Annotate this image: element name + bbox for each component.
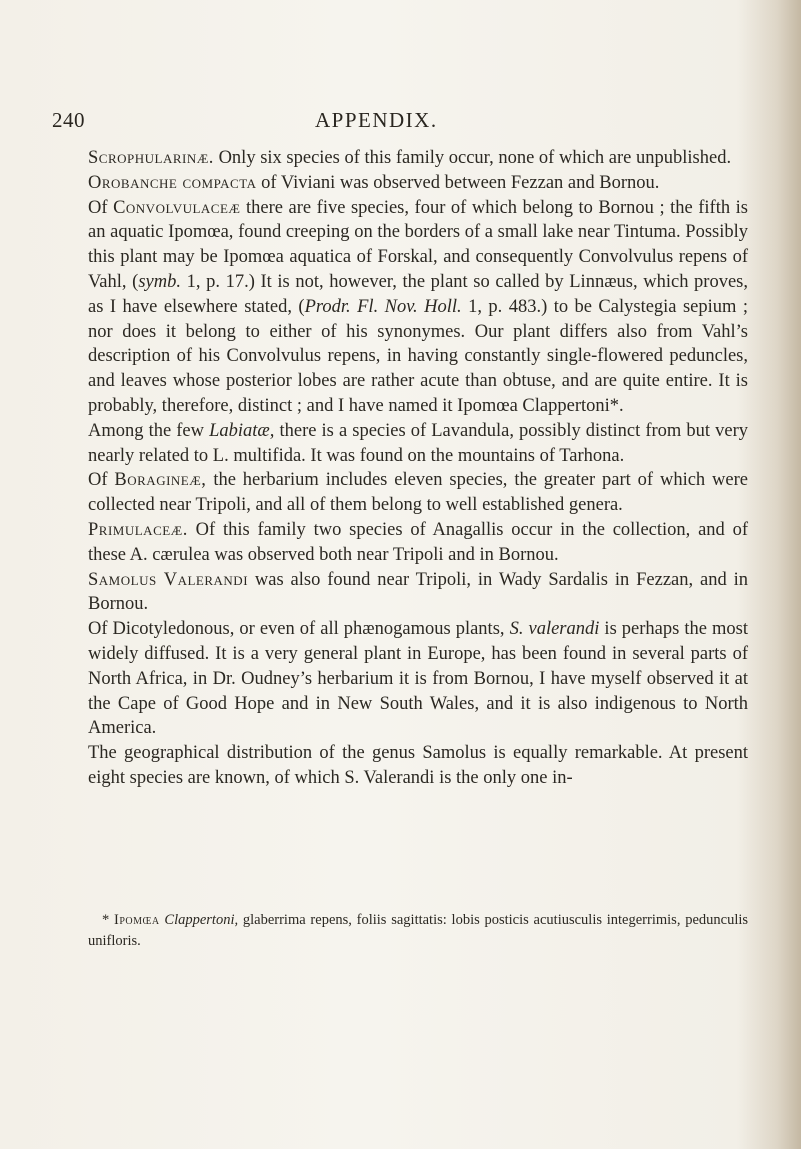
family-name: Scrophularinæ. — [88, 148, 214, 168]
species-name: Orobanche compacta — [88, 172, 257, 193]
paragraph-text: there is a species of Lavandula, possibly distinct from but very nearly related to L. multifida. It was found on the mountains of Tarhona. — [88, 420, 748, 466]
paragraph-text: there are five species, four of which belong to Bornou ; the fifth is an aquatic Ipomœa, found creeping on the borders of a small lake near Tintuma. Possibly this plant may be Ipomœa aquatica of Forskal, and consequently Convolvulus repens of Vahl, ( — [88, 197, 748, 292]
paragraph-samolus — [88, 568, 748, 618]
family-name: Convolvulaceæ — [113, 197, 241, 218]
body-text — [88, 146, 748, 791]
paragraph-text: Of — [88, 470, 115, 491]
citation: symb. — [138, 271, 181, 292]
family-name: Boragineæ, — [114, 470, 207, 491]
running-head: APPENDIX. — [315, 108, 438, 132]
paragraph-text: Of — [88, 197, 114, 218]
footnote — [88, 910, 748, 952]
paragraph-dicotyledonous — [88, 617, 748, 741]
family-name: Primulaceæ. — [88, 519, 188, 540]
page-header — [0, 108, 801, 138]
paragraph-text: Among the few — [88, 420, 210, 441]
paragraph-text: Of this family two species of Anagallis occur in the collection, and of these A. cærulea was observed both near Tripoli and in Bornou. — [88, 519, 748, 565]
paragraph-boragineae — [88, 468, 748, 518]
paragraph-geographical — [88, 741, 748, 791]
citation: Prodr. Fl. Nov. Holl. — [304, 296, 462, 317]
paragraph-text: of Viviani was observed between Fezzan and Bornou. — [256, 172, 660, 193]
page-number: 240 — [52, 108, 85, 132]
paragraph-text: Only six species of this family occur, none of which are unpublished. — [213, 148, 732, 168]
family-name: Labiatæ, — [209, 420, 275, 441]
footnote-text: glaberrima repens, foliis sagittatis: lobis posticis acutiusculis integerrimis, pedunculis unifloris. — [88, 912, 749, 949]
species-name: S. valerandi — [509, 619, 600, 640]
footnote-species: Clappertoni, — [164, 912, 239, 928]
paragraph-orobanche — [88, 171, 748, 196]
species-name: Samolus Valerandi — [88, 569, 249, 590]
paragraph-text: was also found near Tripoli, in Wady Sardalis in Fezzan, and in Bornou. — [88, 569, 748, 615]
paragraph-text: is perhaps the most widely diffused. It is a very general plant in Europe, has been found in several parts of North Africa, in Dr. Oudney’s herbarium it is from Bornou, I have myself observed it at the Cape of Good Hope and in New South Wales, and it is also indigenous to North America. — [88, 619, 749, 739]
footnote-marker: * — [102, 912, 110, 928]
paragraph-labiatae — [88, 419, 748, 469]
paragraph-text: The geographical distribution of the genus Samolus is equally remarkable. At present eight species are known, of which S. Valerandi is the only one in- — [88, 743, 748, 788]
paragraph-text: the herbarium includes eleven species, the greater part of which were collected near Tripoli, and all of them belong to well established genera. — [88, 470, 748, 516]
paragraph-scrophularinae — [88, 146, 748, 171]
footnote-genus: Ipomœa — [114, 912, 160, 928]
paragraph-text: 1, p. 483.) to be Calystegia sepium ; nor does it belong to either of his synonymes. Our plant differs also from Vahl’s description of his Convolvulus repens, in having constantly single-flowered peduncles, and leaves whose posterior lobes are rather acute than obtuse, and are quite entire. It is probably, therefore, distinct ; and I have named it Ipomœa Clappertoni*. — [88, 296, 748, 416]
paragraph-text: 1, p. 17.) It is not, however, the plant so called by Linnæus, which proves, as I have elsewhere stated, ( — [88, 271, 749, 317]
paragraph-primulaceae — [88, 518, 748, 568]
paragraph-convolvulaceae — [88, 196, 748, 419]
paragraph-text: Of Dicotyledonous, or even of all phænogamous plants, — [88, 619, 510, 640]
